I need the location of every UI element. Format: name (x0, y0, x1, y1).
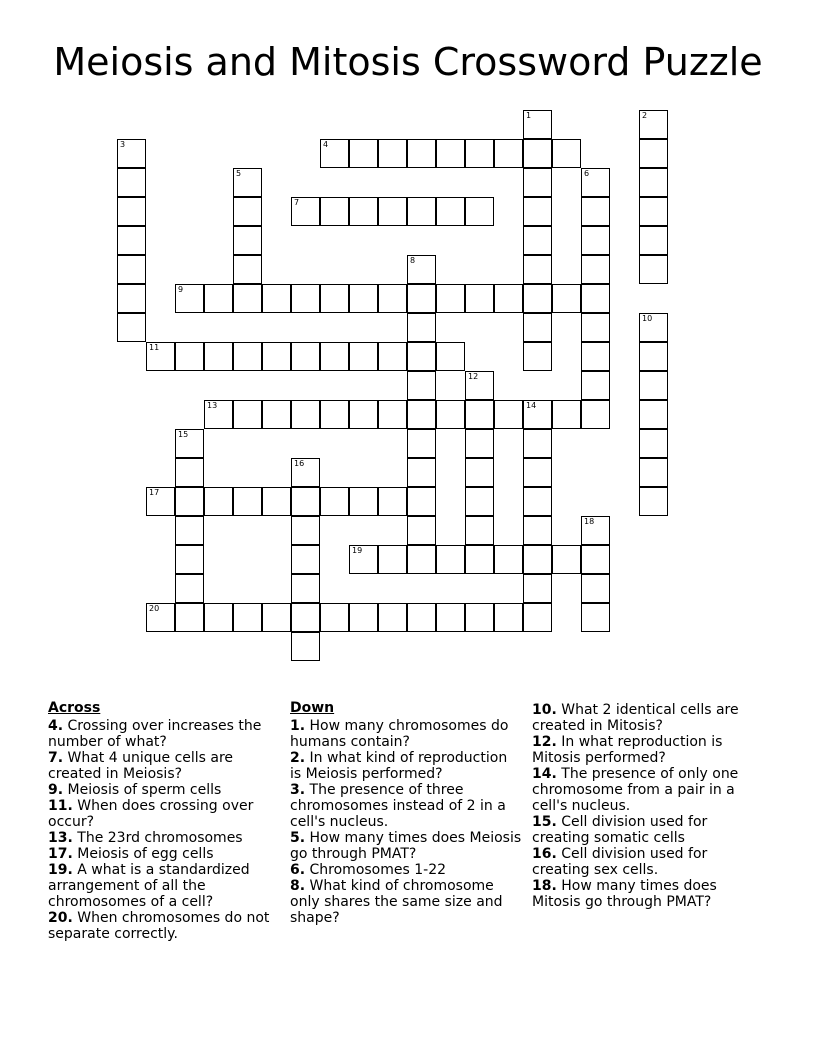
down-clues-column (290, 700, 522, 926)
grid-cell[interactable] (320, 139, 349, 168)
grid-cell[interactable] (465, 487, 494, 516)
grid-cell[interactable] (494, 139, 523, 168)
grid-cell[interactable] (581, 313, 610, 342)
grid-cell[interactable] (407, 545, 436, 574)
grid-cell[interactable] (291, 487, 320, 516)
clue-item (290, 782, 522, 830)
clue-item-text: The presence of three chromosomes instead of 2 in a cell's nucleus. (290, 782, 506, 830)
grid-cell[interactable] (233, 226, 262, 255)
grid-cell[interactable] (581, 516, 610, 545)
clue-item-number: 13. (48, 830, 73, 846)
grid-cell[interactable] (233, 342, 262, 371)
clue-number: 3 (120, 140, 126, 149)
grid-cell[interactable] (523, 313, 552, 342)
clue-item-text: Cell division used for creating sex cells. (532, 846, 708, 878)
clue-item-number: 1. (290, 718, 306, 734)
clue-item-text: When chromosomes do not separate correctly. (48, 910, 270, 942)
grid-cell[interactable] (523, 139, 552, 168)
grid-cell[interactable] (407, 197, 436, 226)
grid-cell[interactable] (233, 400, 262, 429)
clue-item-text: In what kind of reproduction is Meiosis performed? (290, 750, 508, 782)
clue-item-number: 19. (48, 862, 73, 878)
clue-number: 2 (642, 111, 648, 120)
clue-number: 12 (468, 372, 479, 381)
clue-number: 19 (352, 546, 363, 555)
grid-cell[interactable] (581, 371, 610, 400)
grid-cell[interactable] (175, 516, 204, 545)
clue-item-number: 11. (48, 798, 73, 814)
clue-item-number: 7. (48, 750, 64, 766)
grid-cell[interactable] (465, 603, 494, 632)
grid-cell[interactable] (378, 400, 407, 429)
page-title: Meiosis and Mitosis Crossword Puzzle (53, 40, 763, 84)
clue-item (48, 782, 278, 798)
down-clues-column-continued (532, 702, 762, 910)
grid-cell[interactable] (436, 342, 465, 371)
grid-cell[interactable] (291, 458, 320, 487)
grid-cell[interactable] (581, 284, 610, 313)
grid-cell[interactable] (349, 342, 378, 371)
grid-cell[interactable] (523, 603, 552, 632)
grid-cell[interactable] (523, 574, 552, 603)
grid-cell[interactable] (465, 516, 494, 545)
clue-number: 1 (526, 111, 532, 120)
grid-cell[interactable] (378, 603, 407, 632)
across-clue-list (48, 718, 278, 942)
clue-number: 14 (526, 401, 537, 410)
grid-cell[interactable] (146, 487, 175, 516)
grid-cell[interactable] (581, 168, 610, 197)
clue-item (532, 878, 762, 910)
clue-item-number: 12. (532, 734, 557, 750)
clue-number: 9 (178, 285, 184, 294)
grid-cell[interactable] (465, 545, 494, 574)
grid-cell[interactable] (407, 516, 436, 545)
clue-item (532, 814, 762, 846)
grid-cell[interactable] (523, 284, 552, 313)
grid-cell[interactable] (146, 342, 175, 371)
grid-cell[interactable] (204, 603, 233, 632)
grid-cell[interactable] (262, 603, 291, 632)
grid-cell[interactable] (291, 632, 320, 661)
clue-item-text: What 2 identical cells are created in Mitosis? (532, 702, 739, 734)
grid-cell[interactable] (407, 139, 436, 168)
clue-item-number: 16. (532, 846, 557, 862)
grid-cell[interactable] (581, 255, 610, 284)
clue-item (48, 718, 278, 750)
grid-cell[interactable] (465, 429, 494, 458)
grid-cell[interactable] (117, 139, 146, 168)
clue-number: 4 (323, 140, 329, 149)
grid-cell[interactable] (639, 226, 668, 255)
grid-cell[interactable] (465, 400, 494, 429)
grid-cell[interactable] (407, 458, 436, 487)
clue-item (290, 718, 522, 750)
grid-cell[interactable] (523, 458, 552, 487)
grid-cell[interactable] (320, 197, 349, 226)
grid-cell[interactable] (175, 574, 204, 603)
grid-cell[interactable] (465, 371, 494, 400)
grid-cell[interactable] (407, 603, 436, 632)
grid-cell[interactable] (465, 197, 494, 226)
grid-cell[interactable] (291, 197, 320, 226)
clue-item (532, 846, 762, 878)
clue-item (48, 846, 278, 862)
clue-item-number: 5. (290, 830, 306, 846)
grid-cell[interactable] (233, 487, 262, 516)
grid-cell[interactable] (349, 603, 378, 632)
grid-cell[interactable] (552, 139, 581, 168)
grid-cell[interactable] (233, 603, 262, 632)
clue-number: 20 (149, 604, 160, 613)
grid-cell[interactable] (349, 400, 378, 429)
grid-cell[interactable] (494, 603, 523, 632)
clue-number: 11 (149, 343, 160, 352)
grid-cell[interactable] (378, 342, 407, 371)
grid-cell[interactable] (291, 545, 320, 574)
grid-cell[interactable] (581, 574, 610, 603)
clue-number: 8 (410, 256, 416, 265)
grid-cell[interactable] (262, 342, 291, 371)
grid-cell[interactable] (320, 487, 349, 516)
grid-cell[interactable] (407, 400, 436, 429)
grid-cell[interactable] (639, 400, 668, 429)
clue-item (290, 830, 522, 862)
grid-cell[interactable] (291, 342, 320, 371)
clue-item (290, 878, 522, 926)
down-clue-list-continued (532, 702, 762, 910)
grid-cell[interactable] (552, 545, 581, 574)
clue-item-text: The 23rd chromosomes (72, 830, 243, 846)
clue-number: 10 (642, 314, 653, 323)
grid-cell[interactable] (581, 197, 610, 226)
clue-item-number: 17. (48, 846, 73, 862)
grid-cell[interactable] (378, 139, 407, 168)
clue-item-text: Meiosis of sperm cells (63, 782, 222, 798)
grid-cell[interactable] (436, 284, 465, 313)
clue-item-number: 15. (532, 814, 557, 830)
grid-cell[interactable] (407, 313, 436, 342)
clue-item (48, 910, 278, 942)
clue-item (290, 750, 522, 782)
grid-cell[interactable] (349, 487, 378, 516)
grid-cell[interactable] (465, 284, 494, 313)
grid-cell[interactable] (175, 487, 204, 516)
grid-cell[interactable] (436, 139, 465, 168)
down-heading: Down (290, 700, 335, 716)
clue-item-text: What 4 unique cells are created in Meiosis? (48, 750, 234, 782)
grid-cell[interactable] (581, 342, 610, 371)
grid-cell[interactable] (117, 168, 146, 197)
grid-cell[interactable] (291, 574, 320, 603)
clue-item-number: 3. (290, 782, 306, 798)
grid-cell[interactable] (262, 400, 291, 429)
clue-item-text: Crossing over increases the number of what? (48, 718, 262, 750)
grid-cell[interactable] (175, 342, 204, 371)
clue-item-number: 9. (48, 782, 64, 798)
grid-cell[interactable] (639, 110, 668, 139)
clue-item-number: 18. (532, 878, 557, 894)
grid-cell[interactable] (407, 284, 436, 313)
grid-cell[interactable] (262, 284, 291, 313)
clue-item (532, 734, 762, 766)
grid-cell[interactable] (436, 197, 465, 226)
clue-item (48, 830, 278, 846)
grid-cell[interactable] (552, 284, 581, 313)
grid-cell[interactable] (349, 139, 378, 168)
clue-number: 7 (294, 198, 300, 207)
clue-item (48, 798, 278, 830)
grid-cell[interactable] (320, 342, 349, 371)
grid-cell[interactable] (233, 197, 262, 226)
clue-item-text: Chromosomes 1-22 (305, 862, 447, 878)
grid-cell[interactable] (262, 487, 291, 516)
grid-cell[interactable] (523, 429, 552, 458)
grid-cell[interactable] (175, 284, 204, 313)
grid-cell[interactable] (291, 603, 320, 632)
clue-item (290, 862, 522, 878)
grid-cell[interactable] (117, 255, 146, 284)
grid-cell[interactable] (639, 371, 668, 400)
clue-number: 18 (584, 517, 595, 526)
clue-item-text: A what is a standardized arrangement of all the chromosomes of a cell? (48, 862, 250, 910)
grid-cell[interactable] (320, 400, 349, 429)
grid-cell[interactable] (204, 400, 233, 429)
clue-item-text: What kind of chromosome only shares the same size and shape? (290, 878, 503, 926)
grid-cell[interactable] (639, 429, 668, 458)
grid-cell[interactable] (117, 284, 146, 313)
grid-cell[interactable] (175, 545, 204, 574)
grid-cell[interactable] (581, 400, 610, 429)
grid-cell[interactable] (175, 603, 204, 632)
grid-cell[interactable] (349, 545, 378, 574)
grid-cell[interactable] (204, 487, 233, 516)
clue-item-number: 6. (290, 862, 306, 878)
grid-cell[interactable] (639, 342, 668, 371)
grid-cell[interactable] (552, 400, 581, 429)
grid-cell[interactable] (233, 255, 262, 284)
grid-cell[interactable] (523, 400, 552, 429)
grid-cell[interactable] (407, 255, 436, 284)
grid-cell[interactable] (233, 168, 262, 197)
grid-cell[interactable] (581, 226, 610, 255)
grid-cell[interactable] (639, 255, 668, 284)
grid-cell[interactable] (117, 197, 146, 226)
clue-item (48, 862, 278, 910)
grid-cell[interactable] (436, 545, 465, 574)
clue-item-text: Cell division used for creating somatic cells (532, 814, 708, 846)
clue-number: 6 (584, 169, 590, 178)
clue-item (48, 750, 278, 782)
grid-cell[interactable] (291, 516, 320, 545)
clue-item-number: 2. (290, 750, 306, 766)
clue-item-number: 14. (532, 766, 557, 782)
grid-cell[interactable] (523, 110, 552, 139)
grid-cell[interactable] (581, 545, 610, 574)
clue-item (532, 702, 762, 734)
clue-number: 13 (207, 401, 218, 410)
clue-item-text: How many chromosomes do humans contain? (290, 718, 509, 750)
clue-number: 15 (178, 430, 189, 439)
grid-cell[interactable] (378, 487, 407, 516)
clue-item (532, 766, 762, 814)
down-clue-list (290, 718, 522, 926)
clue-item-number: 10. (532, 702, 557, 718)
grid-cell[interactable] (494, 284, 523, 313)
clue-number: 5 (236, 169, 242, 178)
grid-cell[interactable] (639, 139, 668, 168)
grid-cell[interactable] (117, 313, 146, 342)
grid-cell[interactable] (320, 284, 349, 313)
grid-cell[interactable] (523, 197, 552, 226)
clue-item-number: 4. (48, 718, 64, 734)
clue-number: 16 (294, 459, 305, 468)
clue-item-text: How many times does Mitosis go through PMAT? (532, 878, 717, 910)
clue-item-number: 20. (48, 910, 73, 926)
grid-cell[interactable] (436, 400, 465, 429)
grid-cell[interactable] (407, 429, 436, 458)
grid-cell[interactable] (407, 342, 436, 371)
clue-item-text: Meiosis of egg cells (72, 846, 214, 862)
grid-cell[interactable] (523, 516, 552, 545)
grid-cell[interactable] (175, 429, 204, 458)
grid-cell[interactable] (523, 226, 552, 255)
clue-item-text: How many times does Meiosis go through PMAT? (290, 830, 522, 862)
grid-cell[interactable] (204, 342, 233, 371)
clue-item-number: 8. (290, 878, 306, 894)
grid-cell[interactable] (291, 284, 320, 313)
grid-cell[interactable] (407, 371, 436, 400)
grid-cell[interactable] (465, 458, 494, 487)
grid-cell[interactable] (378, 197, 407, 226)
grid-cell[interactable] (523, 545, 552, 574)
grid-cell[interactable] (639, 313, 668, 342)
across-clues-column (48, 700, 278, 942)
grid-cell[interactable] (378, 545, 407, 574)
grid-cell[interactable] (494, 400, 523, 429)
grid-cell[interactable] (146, 603, 175, 632)
grid-cell[interactable] (523, 255, 552, 284)
clue-number: 17 (149, 488, 160, 497)
grid-cell[interactable] (639, 168, 668, 197)
grid-cell[interactable] (639, 458, 668, 487)
across-heading: Across (48, 700, 101, 716)
grid-cell[interactable] (291, 400, 320, 429)
grid-cell[interactable] (117, 226, 146, 255)
grid-cell[interactable] (175, 458, 204, 487)
grid-cell[interactable] (436, 603, 465, 632)
grid-cell[interactable] (523, 342, 552, 371)
grid-cell[interactable] (349, 284, 378, 313)
grid-cell[interactable] (581, 603, 610, 632)
clue-item-text: When does crossing over occur? (48, 798, 254, 830)
grid-cell[interactable] (204, 284, 233, 313)
grid-cell[interactable] (407, 487, 436, 516)
grid-cell[interactable] (639, 197, 668, 226)
grid-cell[interactable] (233, 284, 262, 313)
grid-cell[interactable] (320, 603, 349, 632)
grid-cell[interactable] (639, 487, 668, 516)
grid-cell[interactable] (349, 197, 378, 226)
clue-item-text: The presence of only one chromosome from a pair in a cell's nucleus. (532, 766, 739, 814)
grid-cell[interactable] (465, 139, 494, 168)
grid-cell[interactable] (523, 168, 552, 197)
grid-cell[interactable] (494, 545, 523, 574)
clue-item-text: In what reproduction is Mitosis performed? (532, 734, 723, 766)
grid-cell[interactable] (378, 284, 407, 313)
grid-cell[interactable] (523, 487, 552, 516)
